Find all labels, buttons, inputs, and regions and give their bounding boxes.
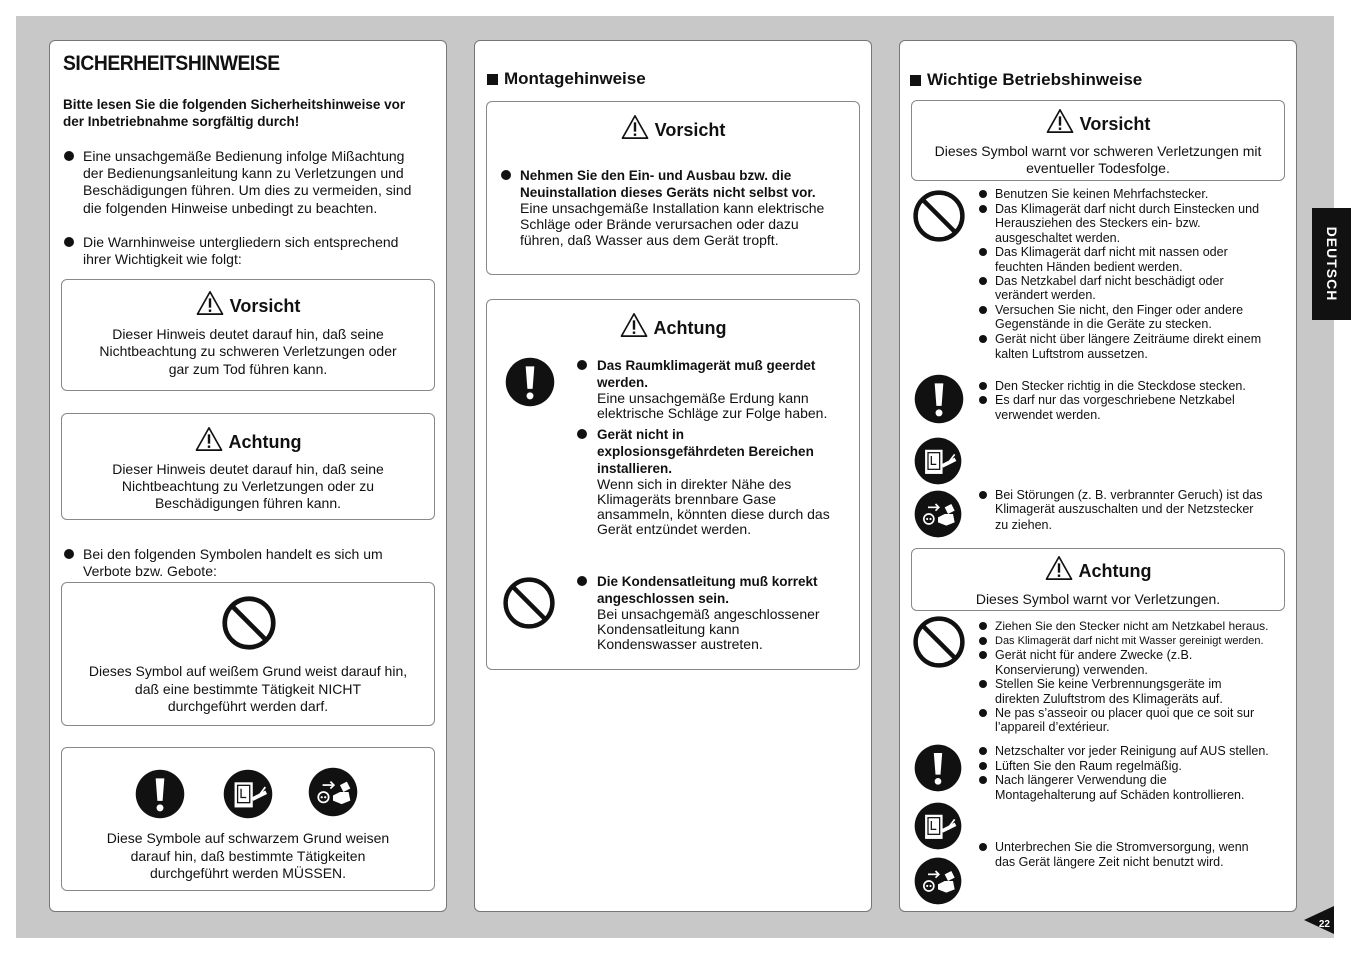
a3-line-1: Die Kondensatleitung muß korrekt <box>597 574 818 589</box>
bullet-icon <box>979 248 987 256</box>
a3-line-3: Bei unsachgemäß angeschlossener <box>597 606 820 622</box>
warning-triangle-icon <box>621 114 649 140</box>
vorsicht-line-3: gar zum Tod führen kann. <box>168 361 328 377</box>
bullet-icon <box>577 360 587 370</box>
bullet-icon <box>979 762 987 770</box>
v-line-4: Schläge oder Brände verursachen oder dazu <box>520 216 799 232</box>
a2-line-1: Gerät nicht in <box>597 427 685 442</box>
p5-line-1: Ne pas s’asseoir ou placer quoi que ce soit sur <box>995 706 1255 720</box>
a1-line-2: werden. <box>597 375 649 390</box>
bullet-text-3a: Bei den folgenden Symbolen handelt es sich um <box>83 546 383 562</box>
v2-line-2: Herausziehen des Steckers ein- bzw. <box>995 216 1201 230</box>
achtung-box <box>486 299 860 670</box>
v5-line-1: Versuchen Sie nicht, den Finger oder andere <box>995 303 1244 317</box>
bullet-icon <box>979 335 987 343</box>
a3-line-2: angeschlossen sein. <box>597 591 730 606</box>
language-tab <box>1312 208 1351 320</box>
language-tab-label: DEUTSCH <box>1323 226 1340 302</box>
bullet-icon <box>577 576 587 586</box>
bullet-icon <box>979 776 987 784</box>
warning-triangle-icon <box>1045 555 1073 581</box>
bullet-text-1c: Beschädigungen führen. Um dies zu vermeiden, sind <box>83 182 412 198</box>
unplug-icon <box>913 489 963 539</box>
mandatory-line-1: Diese Symbole auf schwarzem Grund weisen <box>106 830 390 846</box>
bullet-icon <box>979 306 987 314</box>
vorsicht-box <box>911 100 1285 181</box>
vorsicht-line-2: Nichtbeachtung zu schweren Verletzungen oder <box>99 343 397 359</box>
bullet-icon <box>979 747 987 755</box>
section-heading <box>487 69 646 89</box>
mandatory-line-3: durchgeführt werden MÜSSEN. <box>149 865 347 881</box>
vorsicht-title: Vorsicht <box>654 120 726 140</box>
vorsicht-heading <box>912 106 1284 135</box>
achtung-box <box>911 548 1285 611</box>
page-number-marker <box>1304 906 1334 934</box>
earth-ground-icon <box>913 436 963 486</box>
warning-triangle-icon <box>195 426 223 452</box>
prohibition-icon <box>912 615 966 669</box>
v4-line-2: verändert werden. <box>995 288 1096 302</box>
prohibition-icon <box>912 189 966 243</box>
v3-line-2: feuchten Händen bedient werden. <box>995 260 1183 274</box>
achtung-title: Achtung <box>1078 561 1152 581</box>
v3-line-1: Das Klimagerät darf nicht mit nassen oder <box>995 245 1228 259</box>
m2-line-2: verwendet werden. <box>995 408 1101 422</box>
square-bullet-icon <box>910 75 921 86</box>
m2-line-1: Es darf nur das vorgeschriebene Netzkabel <box>995 393 1235 407</box>
a3-line-4: Kondensatleitung kann <box>597 621 740 637</box>
bullet-text-2b: ihrer Wichtigkeit wie folgt: <box>83 251 242 267</box>
bullet-icon <box>979 622 987 630</box>
a1-line-4: elektrische Schläge zur Folge haben. <box>597 405 828 421</box>
p3-line-1: Gerät nicht für andere Zwecke (z.B. <box>995 648 1193 662</box>
vorsicht-box <box>486 101 860 275</box>
p4-line-1: Stellen Sie keine Verbrennungsgeräte im <box>995 677 1222 691</box>
prohibition-symbol-box <box>61 582 435 726</box>
a2-line-5: Klimageräts brennbare Gase <box>597 491 776 507</box>
mandatory-exclamation-icon <box>913 743 963 793</box>
mandatory-line-2: darauf hin, daß bestimmte Tätigkeiten <box>130 848 366 864</box>
bullet-icon <box>979 382 987 390</box>
m1-line: Den Stecker richtig in die Steckdose stecken. <box>995 379 1246 393</box>
achtung-heading <box>487 310 859 339</box>
earth-ground-icon <box>913 801 963 851</box>
v1-line: Benutzen Sie keinen Mehrfachstecker. <box>995 187 1209 201</box>
achtung-line-2: Nichtbeachtung zu Verletzungen oder zu <box>121 478 375 494</box>
mandatory-exclamation-icon <box>134 768 186 820</box>
warning-triangle-icon <box>620 312 648 338</box>
bullet-icon <box>979 680 987 688</box>
vorsicht-heading <box>487 112 859 141</box>
intro-line-1: Bitte lesen Sie die folgenden Sicherheitshinweise vor <box>63 97 406 112</box>
warning-triangle-icon <box>1046 108 1074 134</box>
bullet-icon <box>979 190 987 198</box>
m3-line-3: zu ziehen. <box>995 518 1052 532</box>
v-line-3: Eine unsachgemäße Installation kann elektrische <box>520 200 825 216</box>
p2-line: Das Klimagerät darf nicht mit Wasser gereinigt werden. <box>995 635 1264 647</box>
a2-line-7: Gerät entzündet werden. <box>597 521 752 537</box>
mandatory-symbol-box <box>61 747 435 891</box>
m3-line-2: Klimagerät auszuschalten und der Netzstecker <box>995 502 1254 516</box>
bullet-icon <box>979 396 987 404</box>
p4-line-2: direkten Zuluftstrom des Klimageräts auf. <box>995 692 1223 706</box>
bullet-icon <box>501 170 511 180</box>
bullet-icon <box>979 843 987 851</box>
a3-line-5: Kondenswasser austreten. <box>597 636 763 652</box>
bullet-icon <box>64 237 74 247</box>
bullet-icon <box>979 205 987 213</box>
v6-line-2: kalten Luftstrom aussetzen. <box>995 347 1148 361</box>
a1-line-1: Das Raumklimagerät muß geerdet <box>597 358 816 373</box>
achtung-title: Achtung <box>228 432 302 452</box>
bullet-text-1d: die folgenden Hinweise unbedingt zu beachten. <box>83 200 378 216</box>
mandatory-exclamation-icon <box>504 356 556 408</box>
prohibition-line-3: durchgeführt werden darf. <box>167 698 329 714</box>
intro-line-2: der Inbetriebnahme sorgfältig durch! <box>63 114 300 129</box>
unplug-icon <box>307 766 359 818</box>
panel-safety-notes <box>49 40 447 912</box>
bullet-text-1b: der Bedienungsanleitung kann zu Verletzungen und <box>83 165 404 181</box>
bullet-icon <box>979 637 987 645</box>
q3-line-2: Montagehalterung auf Schäden kontrollieren. <box>995 788 1245 802</box>
v-line-2: Neuinstallation dieses Geräts nicht selbst vor. <box>520 185 816 200</box>
bullet-text-2a: Die Warnhinweise untergliedern sich entsprechend <box>83 234 399 250</box>
page-title: SICHERHEITSHINWEISE <box>63 52 280 75</box>
vorsicht-title: Vorsicht <box>229 296 301 316</box>
a2-line-4: Wenn sich in direkter Nähe des <box>597 476 792 492</box>
p1-line: Ziehen Sie den Stecker nicht am Netzkabel heraus. <box>995 619 1269 633</box>
vorsicht-box <box>61 279 435 391</box>
bullet-icon <box>979 277 987 285</box>
panel-operation-notes <box>899 40 1297 912</box>
m3-line-1: Bei Störungen (z. B. verbrannter Geruch) ist das <box>995 488 1263 502</box>
achtung-title: Achtung <box>653 318 727 338</box>
bullet-icon <box>64 151 74 161</box>
prohibition-line-1: Dieses Symbol auf weißem Grund weist darauf hin, <box>88 663 408 679</box>
q1-line: Netzschalter vor jeder Reinigung auf AUS stellen. <box>995 744 1269 758</box>
vorsicht-line-2: eventueller Todesfolge. <box>1026 160 1170 176</box>
mandatory-exclamation-icon <box>913 373 965 425</box>
vorsicht-line-1: Dieser Hinweis deutet darauf hin, daß seine <box>112 326 384 342</box>
bullet-icon <box>979 709 987 717</box>
achtung-line-3: Beschädigungen führen kann. <box>154 495 342 511</box>
v2-line-1: Das Klimagerät darf nicht durch Einstecken und <box>995 202 1260 216</box>
achtung-line-1: Dieses Symbol warnt vor Verletzungen. <box>975 591 1221 607</box>
achtung-heading <box>912 553 1284 582</box>
a1-line-3: Eine unsachgemäße Erdung kann <box>597 390 809 406</box>
prohibition-line-2: daß eine bestimmte Tätigkeit NICHT <box>134 681 362 697</box>
v4-line-1: Das Netzkabel darf nicht beschädigt oder <box>995 274 1224 288</box>
q4-line-2: das Gerät längere Zeit nicht benutzt wird. <box>995 855 1224 869</box>
bullet-icon <box>577 429 587 439</box>
earth-ground-icon <box>222 768 274 820</box>
prohibition-icon <box>221 595 277 651</box>
v-line-5: führen, daß Wasser aus dem Gerät tropft. <box>520 232 779 248</box>
section-title: Wichtige Betriebshinweise <box>927 70 1143 89</box>
vorsicht-line-1: Dieses Symbol warnt vor schweren Verletzungen mit <box>934 143 1262 159</box>
q3-line-1: Nach längerer Verwendung die <box>995 773 1167 787</box>
v-line-1: Nehmen Sie den Ein- und Ausbau bzw. die <box>520 168 792 183</box>
warning-triangle-icon <box>196 290 224 316</box>
bullet-icon <box>979 651 987 659</box>
page-number: 22 <box>1318 919 1330 930</box>
vorsicht-heading <box>62 288 434 317</box>
p5-line-2: l’appareil d’extérieur. <box>995 720 1110 734</box>
square-bullet-icon <box>487 74 498 85</box>
unplug-icon <box>913 856 963 906</box>
prohibition-icon <box>502 576 556 630</box>
bullet-icon <box>64 549 74 559</box>
q2-line: Lüften Sie den Raum regelmäßig. <box>995 759 1182 773</box>
bullet-text-1a: Eine unsachgemäße Bedienung infolge Mißachtung <box>83 148 405 164</box>
q4-line-1: Unterbrechen Sie die Stromversorgung, wenn <box>995 840 1249 854</box>
a2-line-3: installieren. <box>597 461 673 476</box>
section-heading <box>910 70 1142 90</box>
v5-line-2: Gegenstände in die Geräte zu stecken. <box>995 317 1212 331</box>
bullet-text-3b: Verbote bzw. Gebote: <box>83 563 217 579</box>
vorsicht-title: Vorsicht <box>1079 114 1151 134</box>
panel-installation-notes <box>474 40 872 912</box>
a2-line-6: ansammeln, könnten diese durch das <box>597 506 830 522</box>
achtung-box <box>61 413 435 520</box>
p3-line-2: Konservierung) verwenden. <box>995 663 1148 677</box>
a2-line-2: explosionsgefährdeten Bereichen <box>597 444 814 459</box>
section-title: Montagehinweise <box>504 69 646 88</box>
achtung-heading <box>62 424 434 453</box>
achtung-line-1: Dieser Hinweis deutet darauf hin, daß seine <box>112 461 384 477</box>
bullet-icon <box>979 491 987 499</box>
v2-line-3: ausgeschaltet werden. <box>995 231 1121 245</box>
v6-line-1: Gerät nicht über längere Zeiträume direkt einem <box>995 332 1262 346</box>
